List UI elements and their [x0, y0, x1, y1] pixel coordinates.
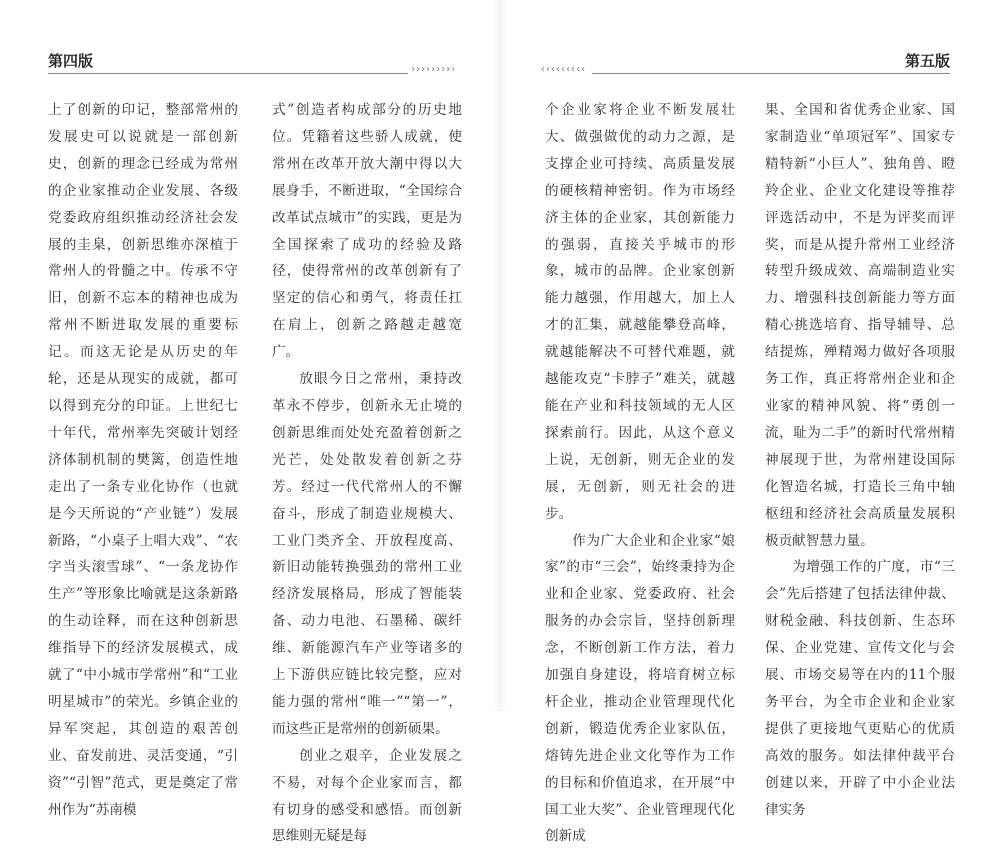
header-rule	[592, 73, 950, 74]
paragraph: 为增强工作的广度，市“三会”先后搭建了包括法律仲裁、财税金融、科技创新、生态环保、企业党建、宣传文化与会展、市场交易等在内的11个服务平台，为全市企业和企业家提供了更接地气更贴心的优质高效的服务。如法律仲裁平台创建以来，开辟了中小企业法律实务	[765, 554, 955, 823]
paragraph: 上了创新的印记，整部常州的发展史可以说就是一部创新史，创新的理念已经成为常州的企业家推动企业发展、各级党委政府组织推动经济社会发展的圭臬，创新思维亦深植于常州人的骨髓之中。传承不守旧，创新不忘本的精神也成为常州不断进取发展的重要标记。而这无论是从历史的年轮，还是从现实的成就，都可以得到充分的印证。上世纪七十年代，常州率先突破计划经济体制机制的樊篱，创造性地走出了一条专业化协作（也就是今天所说的“产业链”）发展新路，“小桌子上唱大戏”、“农字当头滚雪球”、“一条龙协作生产”等形象比喻就是这条新路的生动诠释，而在这种创新思维指导下的经济发展模式，成就了“中小城市学常州”和“工业明星城市”的荣光。乡镇企业的异军突起，其创造的艰苦创业、奋发前进、灵活变通，“引资”“引智”范式，更是奠定了常州作为“苏南模	[48, 97, 238, 823]
text-column-3	[545, 97, 735, 850]
paragraph: 作为广大企业和企业家“娘家”的市“三会”，始终秉持为企业和企业家、党委政府、社会服务的办会宗旨，坚持创新理念，不断创新工作方法，着力加强自身建设，将培育树立标杆企业，推动企业管理现代化创新，锻造优秀企业家队伍，熔铸先进企业文化等作为工作的目标和价值追求，在开展“中国工业大奖”、企业管理现代化创新成	[545, 528, 735, 850]
left-page	[0, 0, 500, 711]
header-rule	[48, 73, 408, 74]
paragraph: 式”创造者构成部分的历史地位。凭籍着这些骄人成就，使常州在改革开放大潮中得以大展身手，不断进取，“全国综合改革试点城市”的实践，更是为全国探索了成功的经验及路径，使得常州的改革创新有了坚定的信心和勇气，将责任扛在肩上，创新之路越走越宽广。	[272, 97, 462, 366]
page-edition-label: 第四版	[48, 50, 93, 71]
page-edition-label: 第五版	[905, 50, 950, 71]
text-column-4	[765, 97, 955, 823]
paragraph: 果、全国和省优秀企业家、国家制造业“单项冠军”、国家专精特新“小巨人”、独角兽、瞪羚企业、企业文化建设等推荐评选活动中，不是为评奖而评奖，而是从提升常州工业经济转型升级成效、高端制造业实力、增强科技创新能力等方面精心挑选培育、指导辅导、总结提炼，殚精竭力做好各项服务工作，真正将常州企业和企业家的精神风貌、将“勇创一流，耻为二手”的新时代常州精神展现于世，为常州建设国际化智造名城，打造长三角中轴枢纽和经济社会高质量发展积极贡献智慧力量。	[765, 97, 955, 554]
chevron-right-ornament-icon: ›››››››››	[410, 64, 455, 75]
paragraph: 创业之艰辛，企业发展之不易，对每个企业家而言，都有切身的感受和感悟。而创新思维则无疑是每	[272, 743, 462, 850]
text-column-2	[272, 97, 462, 850]
right-page	[500, 0, 1000, 711]
chevron-left-ornament-icon: ‹‹‹‹‹‹‹‹‹	[540, 64, 585, 75]
text-column-1	[48, 97, 238, 823]
paragraph: 个企业家将企业不断发展壮大、做强做优的动力之源，是支撑企业可持续、高质量发展的硬核精神密钥。作为市场经济主体的企业家，其创新能力的强弱，直接关乎城市的形象，城市的品牌。企业家创新能力越强，作用越大，加上人才的汇集，就越能攀登高峰，就越能解决不可替代难题，就越能攻克“卡脖子”难关，就越能在产业和科技领域的无人区探索前行。因此，从这个意义上说，无创新，则无企业的发展，无创新，则无社会的进步。	[545, 97, 735, 528]
paragraph: 放眼今日之常州，秉持改革永不停步，创新永无止境的创新思维而处处充盈着创新之光芒，处处散发着创新之芬芳。经过一代代常州人的不懈奋斗，形成了制造业规模大、工业门类齐全、开放程度高、新旧动能转换强劲的常州工业经济发展格局，形成了智能装备、动力电池、石墨稀、碳纤维、新能源汽车产业等诸多的上下游供应链比较完整，应对能力强的常州“唯一”“第一”，而这些正是常州的创新硕果。	[272, 366, 462, 743]
